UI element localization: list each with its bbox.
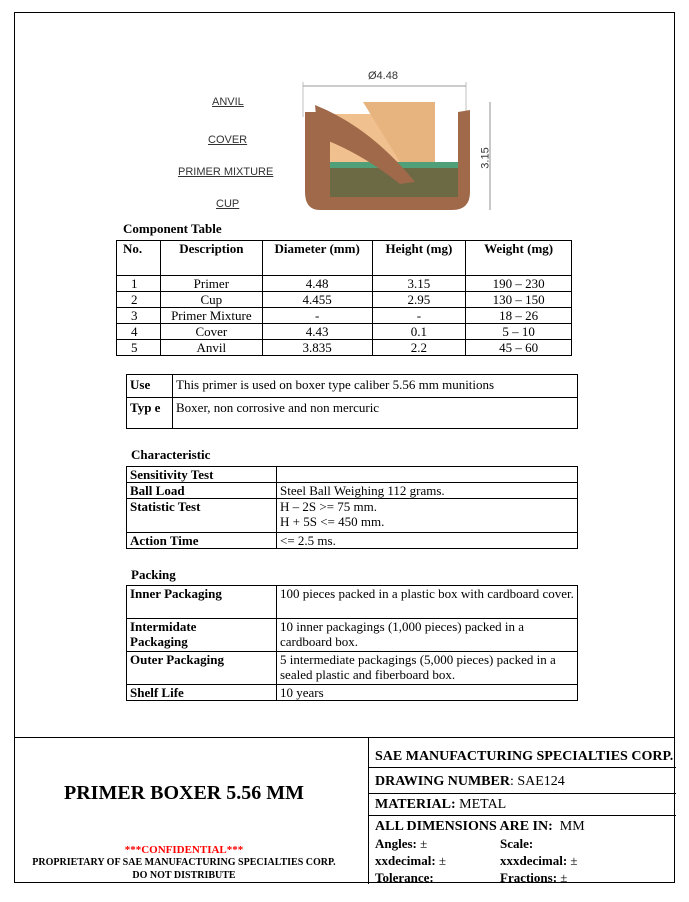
table-row xyxy=(127,586,578,619)
cell: 3 xyxy=(117,308,161,324)
cell: 2.95 xyxy=(372,292,466,308)
label-primer-mixture: PRIMER MIXTURE xyxy=(178,166,274,178)
table-row xyxy=(127,685,578,701)
do-not-distribute: DO NOT DISTRIBUTE xyxy=(132,870,236,881)
title-block xyxy=(14,737,675,884)
table-row xyxy=(117,276,572,292)
header-diameter: Diameter (mm) xyxy=(262,241,372,276)
cell: 10 years xyxy=(277,685,578,701)
cell: 1 xyxy=(117,276,161,292)
cell: 3.835 xyxy=(262,340,372,356)
cell xyxy=(277,467,578,483)
fractions-label: Fractions: xyxy=(500,870,558,885)
type-value: Boxer, non corrosive and non mercuric xyxy=(173,398,578,429)
component-table-title: Component Table xyxy=(123,221,222,236)
xxdecimal-label: xxdecimal: xyxy=(375,853,436,868)
diameter-dimension: Ø4.48 xyxy=(368,70,398,82)
cell: Ball Load xyxy=(127,483,277,499)
xxxdecimal-label: xxxdecimal: xyxy=(500,853,568,868)
cell: 10 inner packagings (1,000 pieces) packed in a cardboard box. xyxy=(277,619,578,652)
cell: 4.48 xyxy=(262,276,372,292)
characteristic-title: Characteristic xyxy=(131,447,211,462)
cell: 130 – 150 xyxy=(466,292,572,308)
cell: 5 – 10 xyxy=(466,324,572,340)
drawing-number xyxy=(369,768,676,794)
table-row xyxy=(127,652,578,685)
primer-diagram xyxy=(170,62,510,222)
xxxdecimal-value: ± xyxy=(567,853,578,868)
table-row xyxy=(117,308,572,324)
cell: Sensitivity Test xyxy=(127,467,277,483)
header-height: Height (mg) xyxy=(372,241,466,276)
cell: 3.15 xyxy=(372,276,466,292)
label-cover: COVER xyxy=(208,134,248,146)
dimensions-value: MM xyxy=(552,819,585,834)
cell: 4 xyxy=(117,324,161,340)
table-row xyxy=(127,483,578,499)
table-row xyxy=(127,619,578,652)
cell: 18 – 26 xyxy=(466,308,572,324)
angles-label: Angles: xyxy=(375,836,417,851)
cell: Shelf Life xyxy=(127,685,277,701)
cell: 190 – 230 xyxy=(466,276,572,292)
table-row xyxy=(127,467,578,483)
cell: Intermidate Packaging xyxy=(127,619,277,652)
cell: Steel Ball Weighing 112 grams. xyxy=(277,483,578,499)
packing-title: Packing xyxy=(131,567,176,582)
dimensions-info xyxy=(369,816,676,886)
cell: <= 2.5 ms. xyxy=(277,533,578,549)
drawing-number-label: DRAWING NUMBER xyxy=(375,774,510,789)
use-label: Use xyxy=(127,375,173,398)
cell: 5 intermediate packagings (5,000 pieces) packed in a sealed plastic and fiberboard box. xyxy=(277,652,578,685)
xxdecimal-value: ± xyxy=(435,853,447,868)
cell: Primer xyxy=(160,276,262,292)
table-row xyxy=(117,324,572,340)
cell: 45 – 60 xyxy=(466,340,572,356)
tolerance-label: Tolerance: xyxy=(375,870,434,885)
use-table xyxy=(126,374,578,429)
component-table xyxy=(116,240,572,356)
cell: 2 xyxy=(117,292,161,308)
cell: 0.1 xyxy=(372,324,466,340)
use-value: This primer is used on boxer type caliber 5.56 mm munitions xyxy=(173,375,578,398)
cell: 4.455 xyxy=(262,292,372,308)
packing-table xyxy=(126,585,578,701)
material-value: METAL xyxy=(455,797,507,812)
material xyxy=(369,794,676,816)
table-row xyxy=(117,340,572,356)
fractions-value: ± xyxy=(557,870,568,885)
cell: - xyxy=(372,308,466,324)
characteristic-table xyxy=(126,466,578,549)
dimensions-label: ALL DIMENSIONS ARE IN: xyxy=(375,819,553,834)
label-anvil: ANVIL xyxy=(212,96,244,108)
header-no: No. xyxy=(117,241,161,276)
type-label: Typ e xyxy=(127,398,173,429)
material-label: MATERIAL: xyxy=(375,797,456,812)
title-block-info xyxy=(368,738,676,884)
cell: 100 pieces packed in a plastic box with cardboard cover. xyxy=(277,586,578,619)
cell: Action Time xyxy=(127,533,277,549)
drawing-number-value: : SAE124 xyxy=(509,774,565,789)
proprietary-notice: PROPRIETARY OF SAE MANUFACTURING SPECIALTIES CORP. xyxy=(32,857,336,868)
cell: 2.2 xyxy=(372,340,466,356)
header-weight: Weight (mg) xyxy=(466,241,572,276)
cell: Outer Packaging xyxy=(127,652,277,685)
table-row xyxy=(127,533,578,549)
cell: Cover xyxy=(160,324,262,340)
cell: Statistic Test xyxy=(127,499,277,533)
table-row xyxy=(127,499,578,533)
confidential-notice: ***CONFIDENTIAL*** xyxy=(124,844,244,856)
cell: Cup xyxy=(160,292,262,308)
cell: Anvil xyxy=(160,340,262,356)
label-cup: CUP xyxy=(216,198,240,210)
cell: Primer Mixture xyxy=(160,308,262,324)
header-description: Description xyxy=(160,241,262,276)
angles-value: ± xyxy=(416,836,428,851)
cell: H – 2S >= 75 mm. H + 5S <= 450 mm. xyxy=(277,499,578,533)
cell: 5 xyxy=(117,340,161,356)
cell: Inner Packaging xyxy=(127,586,277,619)
drawing-title: PRIMER BOXER 5.56 MM xyxy=(64,782,304,804)
company-name: SAE MANUFACTURING SPECIALTIES CORP. xyxy=(369,738,676,768)
cell: 4.43 xyxy=(262,324,372,340)
cell: - xyxy=(262,308,372,324)
height-dimension: 3.15 xyxy=(479,147,492,169)
table-row xyxy=(117,292,572,308)
scale-label: Scale: xyxy=(500,836,534,851)
